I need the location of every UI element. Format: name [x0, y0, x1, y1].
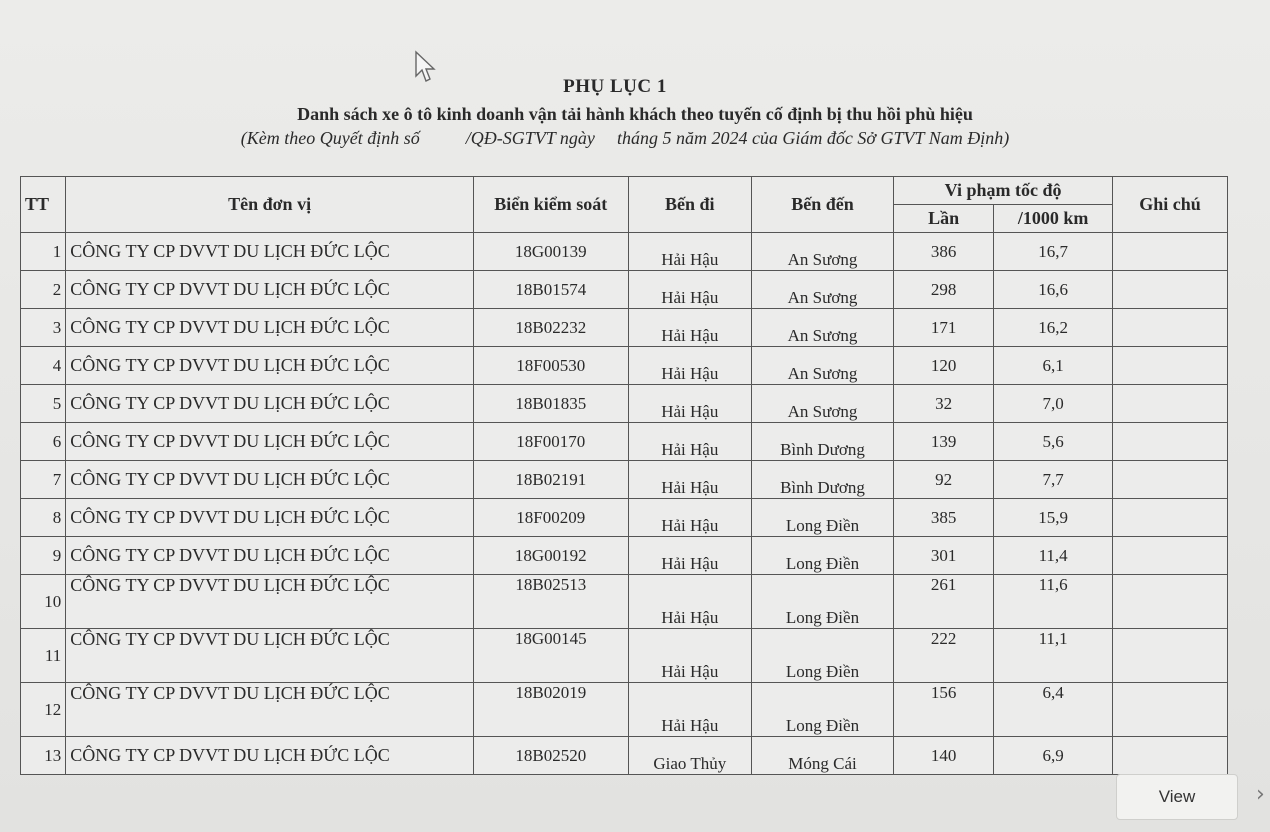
unit-name: CÔNG TY CP DVVT DU LỊCH ĐỨC LỘC	[66, 423, 474, 461]
table-row	[21, 423, 1228, 461]
license-plate: 18B02019	[473, 683, 628, 737]
unit-name: CÔNG TY CP DVVT DU LỊCH ĐỨC LỘC	[66, 683, 474, 737]
violation-count: 261	[894, 575, 994, 629]
row-number: 10	[21, 575, 66, 629]
note-cell	[1113, 537, 1228, 575]
violation-rate: 16,7	[994, 233, 1113, 271]
departure-station: Hải Hậu	[628, 423, 751, 461]
table-row	[21, 629, 1228, 683]
violation-count: 301	[894, 537, 994, 575]
header-from: Bến đi	[628, 177, 751, 233]
table-row	[21, 233, 1228, 271]
note-cell	[1113, 233, 1228, 271]
view-button[interactable]: View	[1116, 774, 1238, 820]
departure-station: Hải Hậu	[628, 461, 751, 499]
row-number: 13	[21, 737, 66, 775]
appendix-subtitle: Danh sách xe ô tô kinh doanh vận tải hành khách theo tuyến cố định bị thu hồi phù hiệu	[297, 104, 973, 124]
violation-count: 386	[894, 233, 994, 271]
violation-rate: 7,0	[994, 385, 1113, 423]
header-plate: Biển kiểm soát	[473, 177, 628, 233]
violation-count: 222	[894, 629, 994, 683]
unit-name: CÔNG TY CP DVVT DU LỊCH ĐỨC LỘC	[66, 385, 474, 423]
violation-count: 156	[894, 683, 994, 737]
unit-name: CÔNG TY CP DVVT DU LỊCH ĐỨC LỘC	[66, 271, 474, 309]
license-plate: 18F00170	[473, 423, 628, 461]
license-plate: 18G00139	[473, 233, 628, 271]
arrival-station: Bình Dương	[751, 423, 893, 461]
note-cell	[1113, 347, 1228, 385]
row-number: 3	[21, 309, 66, 347]
violation-rate: 7,7	[994, 461, 1113, 499]
license-plate: 18G00145	[473, 629, 628, 683]
violation-rate: 16,2	[994, 309, 1113, 347]
row-number: 7	[21, 461, 66, 499]
unit-name: CÔNG TY CP DVVT DU LỊCH ĐỨC LỘC	[66, 309, 474, 347]
unit-name: CÔNG TY CP DVVT DU LỊCH ĐỨC LỘC	[66, 233, 474, 271]
arrival-station: Long Điền	[751, 537, 893, 575]
license-plate: 18F00209	[473, 499, 628, 537]
departure-station: Hải Hậu	[628, 309, 751, 347]
unit-name: CÔNG TY CP DVVT DU LỊCH ĐỨC LỘC	[66, 461, 474, 499]
decision-reference	[0, 128, 1260, 149]
violation-count: 120	[894, 347, 994, 385]
row-number: 9	[21, 537, 66, 575]
departure-station: Hải Hậu	[628, 537, 751, 575]
table-row	[21, 461, 1228, 499]
unit-name: CÔNG TY CP DVVT DU LỊCH ĐỨC LỘC	[66, 347, 474, 385]
note-cell	[1113, 271, 1228, 309]
table-row	[21, 683, 1228, 737]
arrival-station: Bình Dương	[751, 461, 893, 499]
header-to: Bến đến	[751, 177, 893, 233]
departure-station: Hải Hậu	[628, 629, 751, 683]
table-row	[21, 499, 1228, 537]
unit-name: CÔNG TY CP DVVT DU LỊCH ĐỨC LỘC	[66, 629, 474, 683]
violation-count: 139	[894, 423, 994, 461]
violation-count: 298	[894, 271, 994, 309]
violation-rate: 6,4	[994, 683, 1113, 737]
departure-station: Hải Hậu	[628, 271, 751, 309]
note-cell	[1113, 683, 1228, 737]
license-plate: 18B01574	[473, 271, 628, 309]
license-plate: 18G00192	[473, 537, 628, 575]
departure-station: Hải Hậu	[628, 347, 751, 385]
row-number: 1	[21, 233, 66, 271]
violation-rate: 11,1	[994, 629, 1113, 683]
note-cell	[1113, 499, 1228, 537]
row-number: 5	[21, 385, 66, 423]
row-number: 2	[21, 271, 66, 309]
arrival-station: An Sương	[751, 385, 893, 423]
violation-rate: 6,1	[994, 347, 1113, 385]
row-number: 4	[21, 347, 66, 385]
row-number: 12	[21, 683, 66, 737]
unit-name: CÔNG TY CP DVVT DU LỊCH ĐỨC LỘC	[66, 575, 474, 629]
violation-count: 140	[894, 737, 994, 775]
arrival-station: Long Điền	[751, 575, 893, 629]
unit-name: CÔNG TY CP DVVT DU LỊCH ĐỨC LỘC	[66, 537, 474, 575]
arrival-station: Long Điền	[751, 683, 893, 737]
note-cell	[1113, 737, 1228, 775]
table-row	[21, 575, 1228, 629]
departure-station: Hải Hậu	[628, 385, 751, 423]
header-rate: /1000 km	[994, 205, 1113, 233]
arrival-station: Long Điền	[751, 499, 893, 537]
unit-name: CÔNG TY CP DVVT DU LỊCH ĐỨC LỘC	[66, 737, 474, 775]
arrival-station: An Sương	[751, 233, 893, 271]
vehicle-list-table	[20, 176, 1228, 775]
table-row	[21, 347, 1228, 385]
header-tt: TT	[21, 177, 66, 233]
header-count: Lần	[894, 205, 994, 233]
arrival-station: An Sương	[751, 347, 893, 385]
license-plate: 18B02232	[473, 309, 628, 347]
row-number: 8	[21, 499, 66, 537]
table-row	[21, 537, 1228, 575]
violation-rate: 6,9	[994, 737, 1113, 775]
header-note: Ghi chú	[1113, 177, 1228, 233]
violation-count: 385	[894, 499, 994, 537]
license-plate: 18F00530	[473, 347, 628, 385]
unit-name: CÔNG TY CP DVVT DU LỊCH ĐỨC LỘC	[66, 499, 474, 537]
note-cell	[1113, 461, 1228, 499]
row-number: 6	[21, 423, 66, 461]
decision-reference-part1: (Kèm theo Quyết định số	[240, 128, 420, 148]
note-cell	[1113, 423, 1228, 461]
decision-reference-part2: /QĐ-SGTVT ngày	[465, 128, 595, 148]
note-cell	[1113, 385, 1228, 423]
table-row	[21, 737, 1228, 775]
note-cell	[1113, 575, 1228, 629]
table-row	[21, 385, 1228, 423]
violation-rate: 16,6	[994, 271, 1113, 309]
violation-count: 171	[894, 309, 994, 347]
violation-rate: 11,4	[994, 537, 1113, 575]
license-plate: 18B02191	[473, 461, 628, 499]
header-unit: Tên đơn vị	[66, 177, 474, 233]
license-plate: 18B02520	[473, 737, 628, 775]
header-speed-violation: Vi phạm tốc độ	[894, 177, 1113, 205]
violation-rate: 5,6	[994, 423, 1113, 461]
row-number: 11	[21, 629, 66, 683]
license-plate: 18B02513	[473, 575, 628, 629]
license-plate: 18B01835	[473, 385, 628, 423]
departure-station: Hải Hậu	[628, 499, 751, 537]
arrival-station: Long Điền	[751, 629, 893, 683]
arrival-station: Móng Cái	[751, 737, 893, 775]
violation-rate: 15,9	[994, 499, 1113, 537]
violation-count: 32	[894, 385, 994, 423]
table-row	[21, 271, 1228, 309]
appendix-title: PHỤ LỤC 1	[563, 76, 667, 97]
decision-reference-part3: tháng 5 năm 2024 của Giám đốc Sở GTVT Nam Định)	[616, 128, 1010, 148]
departure-station: Hải Hậu	[628, 233, 751, 271]
note-cell	[1113, 309, 1228, 347]
departure-station: Hải Hậu	[628, 575, 751, 629]
note-cell	[1113, 629, 1228, 683]
arrival-station: An Sương	[751, 309, 893, 347]
departure-station: Giao Thủy	[628, 737, 751, 775]
table-row	[21, 309, 1228, 347]
violation-count: 92	[894, 461, 994, 499]
violation-rate: 11,6	[994, 575, 1113, 629]
chevron-right-icon[interactable]: ›	[1256, 782, 1265, 807]
departure-station: Hải Hậu	[628, 683, 751, 737]
arrival-station: An Sương	[751, 271, 893, 309]
